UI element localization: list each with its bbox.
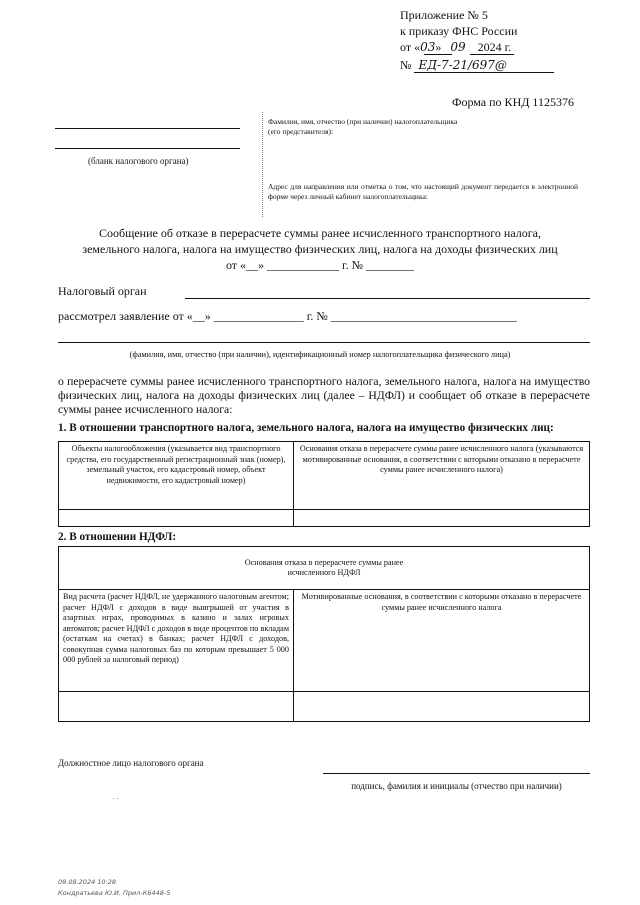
title-line3: от «__» ____________ г. № ________ [225,258,415,272]
title-line1: Сообщение об отказе в перерасчете суммы ранее исчисленного транспортного налога, [98,226,541,240]
intro-paragraph: о перерасчете суммы ранее исчисленного транспортного налога, земельного налога, налога на имущество физических лиц, налога на доходы физических лиц (далее – НДФЛ) и сообщает об отказе в перерасчете суммы ранее исчисленного налога: [58,375,590,416]
table-row [59,590,590,692]
fio-caption: (фамилия, имя, отчество (при наличии), идентификационный номер налогоплательщика физического лица) [129,350,511,359]
section2-col2-cell[interactable] [294,692,590,722]
date-day-handwritten: 03 [420,40,436,54]
blank-label: (бланк налогового органа) [88,156,189,166]
appendix-number: Приложение № 5 [400,8,488,22]
section2-merged-header: Основания отказа в перерасчете суммы ранее исчисленного НДФЛ [59,547,590,590]
date-mid: » [435,40,442,54]
section2-heading: 2. В отношении НДФЛ: [58,531,177,543]
date-year: 2024 г. [477,40,512,54]
order-number [400,58,507,72]
section2-col2-header: Мотивированные основания, в соответствии с которыми отказано в перерасчете суммы ранее исчисленного налога [294,590,590,692]
stray-mark: · · [112,795,119,803]
tax-authority-label: Налоговый орган [58,284,147,298]
section1-col1-cell[interactable] [59,510,294,527]
table-row [59,442,590,510]
number-prefix: № [400,58,412,72]
table-row [59,547,590,590]
section1-table [58,441,590,527]
table-row [59,692,590,722]
order-reference: к приказу ФНС России [400,24,518,38]
section1-col1-header: Объекты налогообложения (указывается вид транспортного средства, его государственный регистрационный знак (номер), земельный участок, его кадастровый номер, объект недвижимости, его кадастровый номер) [59,442,294,510]
form-code: Форма по КНД 1125376 [452,95,574,109]
date-month-handwritten: 09 [450,40,466,54]
order-date [400,40,620,54]
section1-heading: 1. В отношении транспортного налога, земельного налога, налога на имущество физических лиц: [58,422,554,434]
number-handwritten: ЕД-7-21/697@ [418,58,507,72]
fio-label-line1: Фамилия, имя, отчество (при наличии) налогоплательщика [268,117,458,126]
section2-col1-cell[interactable] [59,692,294,722]
fio-label-line2: (его представителя): [268,127,334,136]
address-label: Адрес для направления или отметка о том, что настоящий документ передается в электронной форме через личный кабинет налогоплательщика: [268,182,578,201]
fio-label [268,117,588,137]
section1-col2-header: Основания отказа в перерасчете суммы ранее исчисленного налога (указываются мотивированные основания, в соответствии с которыми отказано в перерасчете суммы ранее исчисленного налога) [294,442,590,510]
table-row [59,510,590,527]
footer-timestamp: 09.08.2024 10:28 [58,878,117,886]
signature-caption: подпись, фамилия и инициалы (отчество при наличии) [351,781,562,791]
date-prefix: от « [400,40,421,54]
section1-col2-cell[interactable] [294,510,590,527]
section2-table [58,546,590,722]
footer-author: Кондратьева Ю.И. Прил-К6448-5 [58,889,171,897]
section2-col1-header: Вид расчета (расчет НДФЛ, не удержанного налоговым агентом; расчет НДФЛ с доходов в виде выигрышей от участия в азартных играх, проводимых в казино и залах игровых автоматов; расчет НДФЛ с доходов в виде процентов по вкладам (остаткам на счетах) в банках; расчет НДФЛ с доходов, совокупная сумма налоговых баз по которым превышает 5 000 000 рублей за налоговый период) [59,590,294,692]
title-line2: земельного налога, налога на имущество физических лиц, налога на доходы физических лиц [82,242,558,256]
official-label: Должностное лицо налогового органа [58,758,204,768]
reviewed-application: рассмотрел заявление от «__» _______________ г. № _______________________________ [58,309,517,323]
